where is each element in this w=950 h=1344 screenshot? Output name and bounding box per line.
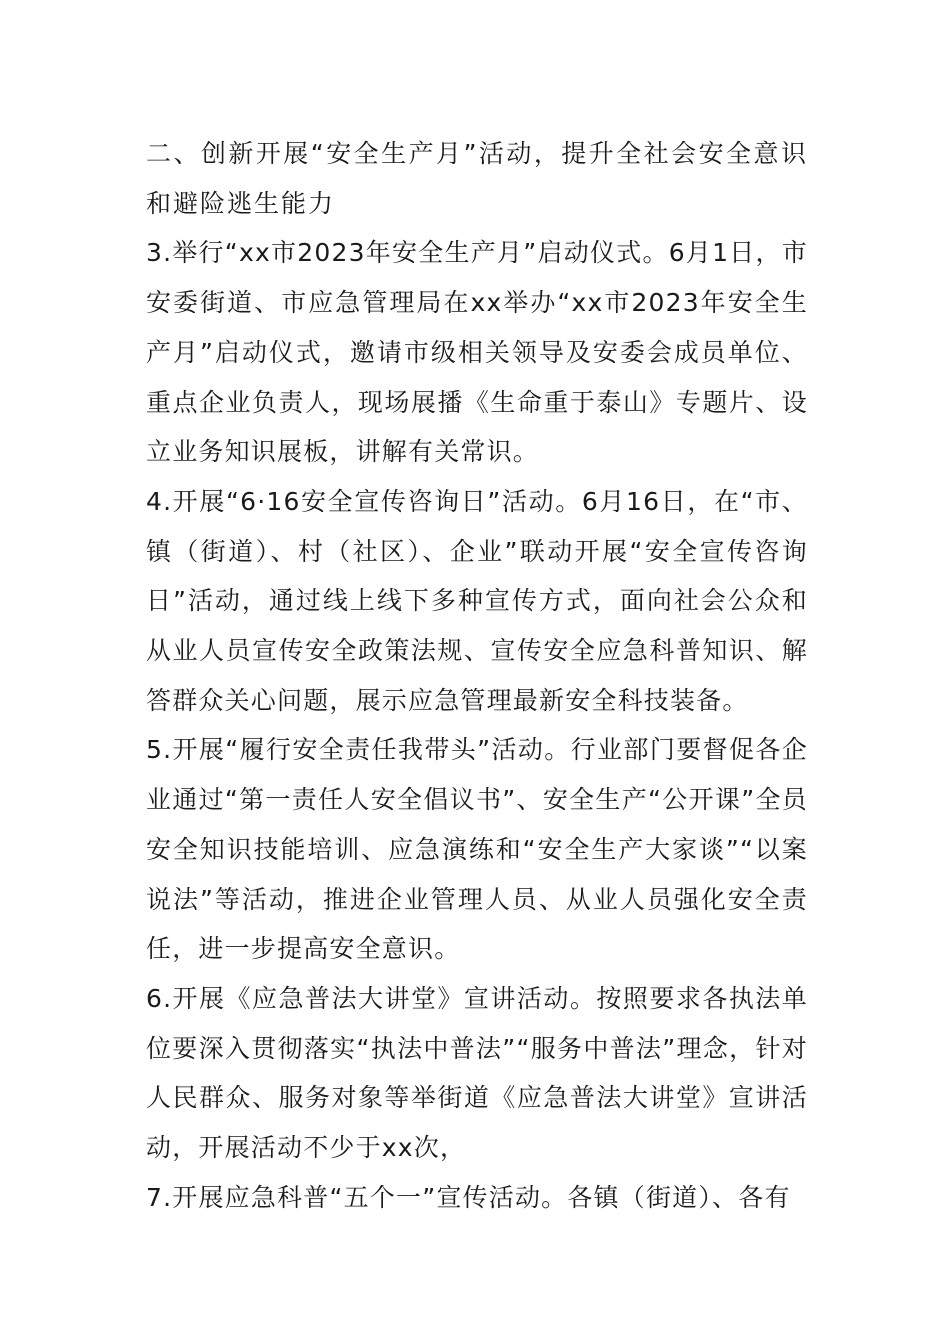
- item-5-paragraph: 5.开展“履行安全责任我带头”活动。行业部门要督促各企业通过“第一责任人安全倡议书”、安全生产“公开课”全员安全知识技能培训、应急演练和“安全生产大家谈”“以案说法”等活动，推进企业管理人员、从业人员强化安全责任，进一步提高安全意识。: [146, 735, 808, 964]
- item-4-paragraph: 4.开展“6·16安全宣传咨询日”活动。6月16日，在“市、镇（街道）、村（社区）、企业”联动开展“安全宣传咨询日”活动，通过线上线下多种宣传方式，面向社会公众和从业人员宣传安全政策法规、宣传安全应急科普知识、解答群众关心问题，展示应急管理最新安全科技装备。: [146, 486, 808, 715]
- item-3-paragraph: 3.举行“xx市2023年安全生产月”启动仪式。6月1日，市安委街道、市应急管理局在xx举办“xx市2023年安全生产月”启动仪式，邀请市级相关领导及安委会成员单位、重点企业负责人，现场展播《生命重于泰山》专题片、设立业务知识展板，讲解有关常识。: [146, 238, 808, 467]
- item-7-paragraph: 7.开展应急科普“五个一”宣传活动。各镇（街道）、各有: [146, 1182, 791, 1212]
- document-page: [146, 129, 808, 1222]
- item-6-paragraph: 6.开展《应急普法大讲堂》宣讲活动。按照要求各执法单位要深入贯彻落实“执法中普法”“服务中普法”理念，针对人民群众、服务对象等举街道《应急普法大讲堂》宣讲活动，开展活动不少于xx次，: [146, 983, 808, 1163]
- section-heading: 二、创新开展“安全生产月”活动，提升全社会安全意识和避险逃生能力: [146, 139, 808, 218]
